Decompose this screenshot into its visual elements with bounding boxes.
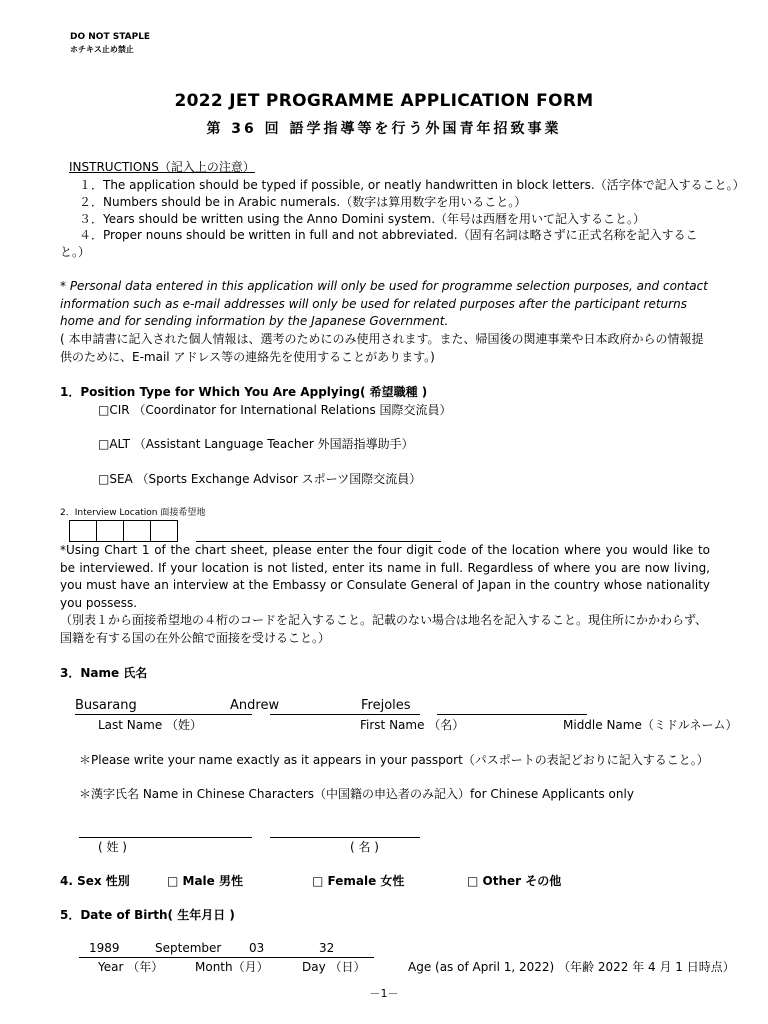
position-option-alt[interactable]: □ALT （Assistant Language Teacher 外国語指導助手） xyxy=(98,437,414,451)
first-name-line xyxy=(270,714,420,715)
instruction-item-1: １．The application should be typed if possible, or neatly handwritten in block letters.（活字体で記入すること。） xyxy=(79,178,745,192)
middle-name-line xyxy=(437,714,587,715)
age-value[interactable]: 32 xyxy=(319,941,335,955)
first-name-label: First Name （名） xyxy=(360,718,465,732)
chinese-mei-label: ( 名 ) xyxy=(350,840,379,854)
location-code-box[interactable] xyxy=(123,520,151,542)
interview-location-note-jp: （別表１から面接希望地の４桁のコードを記入すること。記載のない場合は地名を記入すること。現住所にかかわらず、国籍を有する国の在外公館で面接を受けること。） xyxy=(60,613,708,645)
dob-month-label: Month（月） xyxy=(195,960,269,974)
location-code-boxes[interactable] xyxy=(69,520,177,542)
first-name-value[interactable]: Andrew xyxy=(230,698,280,713)
dob-month-value[interactable]: September xyxy=(155,941,222,955)
middle-name-value[interactable]: Frejoles xyxy=(361,698,411,713)
page-number: －1－ xyxy=(369,987,399,1000)
location-code-box[interactable] xyxy=(150,520,178,542)
privacy-notice-jp: ( 本申請書に記入された個人情報は、選考のためにのみ使用されます。また、帰国後の関連事業や日本政府からの情報提供のために、E-mail アドレス等の連絡先を使用することがあります。) xyxy=(60,332,704,364)
location-code-box[interactable] xyxy=(96,520,124,542)
sex-option-male[interactable]: □ Male 男性 xyxy=(167,874,243,888)
privacy-notice: * Personal data entered in this application will only be used for programme selection purposes, and contact information such as e-mail addresses will only be used for related purposes after the participant returns home and for sending information by the Japanese Government. xyxy=(60,279,708,328)
instruction-item-2: ２．Numbers should be in Arabic numerals.（数字は算用数字を用いること。） xyxy=(79,195,527,209)
section-dob-heading: 5．Date of Birth( 生年月日 ) xyxy=(60,908,235,922)
dob-year-value[interactable]: 1989 xyxy=(89,941,120,955)
section-interview-heading: 2．Interview Location 面接希望地 xyxy=(60,508,206,518)
last-name-label: Last Name （姓） xyxy=(98,718,203,732)
middle-name-label: Middle Name（ミドルネーム） xyxy=(563,718,738,732)
sex-option-female[interactable]: □ Female 女性 xyxy=(312,874,405,888)
do-not-staple-note-jp: ホチキス止め禁止 xyxy=(70,45,134,54)
instructions-heading: INSTRUCTIONS（記入上の注意） xyxy=(69,160,255,174)
age-label: Age (as of April 1, 2022) （年齢 2022 年 4 月 1 日時点） xyxy=(408,960,735,974)
position-option-cir[interactable]: □CIR （Coordinator for International Relations 国際交流員） xyxy=(98,403,452,417)
last-name-line xyxy=(75,714,252,715)
last-name-value[interactable]: Busarang xyxy=(75,698,137,713)
section-sex-heading: 4. Sex 性別 xyxy=(60,874,130,888)
chinese-name-note: ＊漢字氏名 Name in Chinese Characters（中国籍の申込者のみ記入）for Chinese Applicants only xyxy=(79,787,634,801)
do-not-staple-note: DO NOT STAPLE xyxy=(70,32,151,42)
position-option-sea[interactable]: □SEA （Sports Exchange Advisor スポーツ国際交流員） xyxy=(98,472,422,486)
form-subtitle: 第 36 回 語学指導等を行う外国青年招致事業 xyxy=(206,121,562,137)
chinese-first-name-line[interactable] xyxy=(270,837,420,838)
dob-day-label: Day （日） xyxy=(302,960,366,974)
interview-location-note: *Using Chart 1 of the chart sheet, please enter the four digit code of the location where you would like to be interviewed. If your location is not listed, enter its name in full. Regardless of where you are now living, you must have an interview at the Embassy or Consulate General of Japan in the country whose nationality you possess. xyxy=(60,543,710,610)
section-name-heading: 3．Name 氏名 xyxy=(60,666,148,680)
instruction-item-4: ４．Proper nouns should be written in full and not abbreviated.（固有名詞は略さずに正式名称を記入すること。） xyxy=(60,228,698,259)
section-position-heading: 1．Position Type for Which You Are Applying( 希望職種 ) xyxy=(60,385,428,399)
sex-option-other[interactable]: □ Other その他 xyxy=(467,874,562,888)
instruction-item-3: ３．Years should be written using the Anno Domini system.（年号は西暦を用いて記入すること。） xyxy=(79,212,646,226)
location-code-box[interactable] xyxy=(69,520,97,542)
dob-day-value[interactable]: 03 xyxy=(249,941,265,955)
passport-name-note: ＊Please write your name exactly as it appears in your passport（パスポートの表記どおりに記入すること。） xyxy=(79,753,709,767)
dob-year-label: Year （年） xyxy=(98,960,164,974)
chinese-sei-label: ( 姓 ) xyxy=(98,840,127,854)
form-title: 2022 JET PROGRAMME APPLICATION FORM xyxy=(174,91,594,111)
